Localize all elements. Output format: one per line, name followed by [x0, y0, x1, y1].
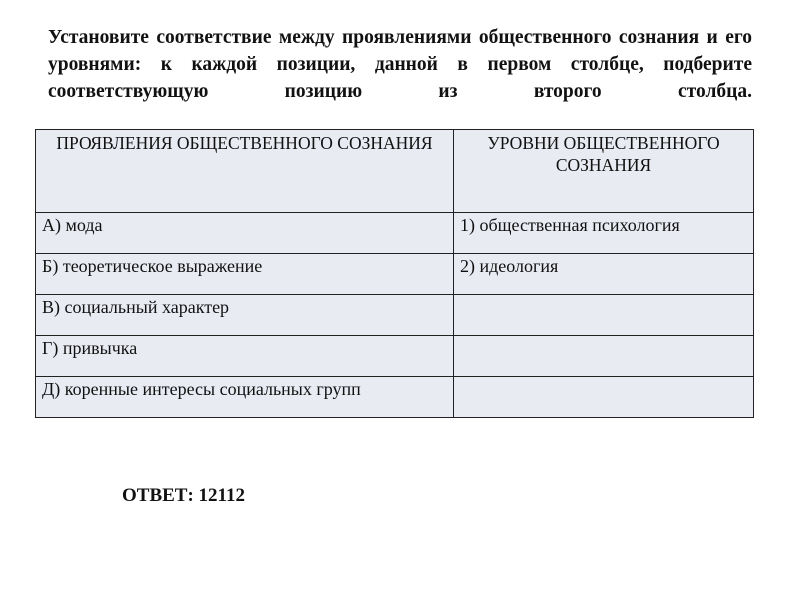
header-manifestations: ПРОЯВЛЕНИЯ ОБЩЕСТВЕННОГО СОЗНАНИЯ	[36, 130, 454, 213]
header-levels: УРОВНИ ОБЩЕСТВЕННОГО СОЗНАНИЯ	[454, 130, 754, 213]
cell-right	[454, 336, 754, 377]
answer-text: ОТВЕТ: 12112	[122, 485, 245, 506]
cell-left: А) мода	[36, 213, 454, 254]
table-row	[36, 336, 754, 377]
cell-left: В) социальный характер	[36, 295, 454, 336]
cell-left: Б) теоретическое выражение	[36, 254, 454, 295]
cell-right	[454, 377, 754, 418]
matching-table	[35, 129, 754, 418]
table-row	[36, 213, 754, 254]
table-header-row	[36, 130, 754, 213]
table-row	[36, 295, 754, 336]
table-row	[36, 377, 754, 418]
cell-right: 2) идеология	[454, 254, 754, 295]
cell-left: Д) коренные интересы социальных групп	[36, 377, 454, 418]
task-text: Установите соответствие между проявлениями общественного сознания и его уровнями: к каждой позиции, данной в первом столбце, подберите соответствующую позицию из второго столбца.	[48, 27, 752, 102]
cell-right: 1) общественная психология	[454, 213, 754, 254]
cell-right	[454, 295, 754, 336]
cell-left: Г) привычка	[36, 336, 454, 377]
table-row	[36, 254, 754, 295]
